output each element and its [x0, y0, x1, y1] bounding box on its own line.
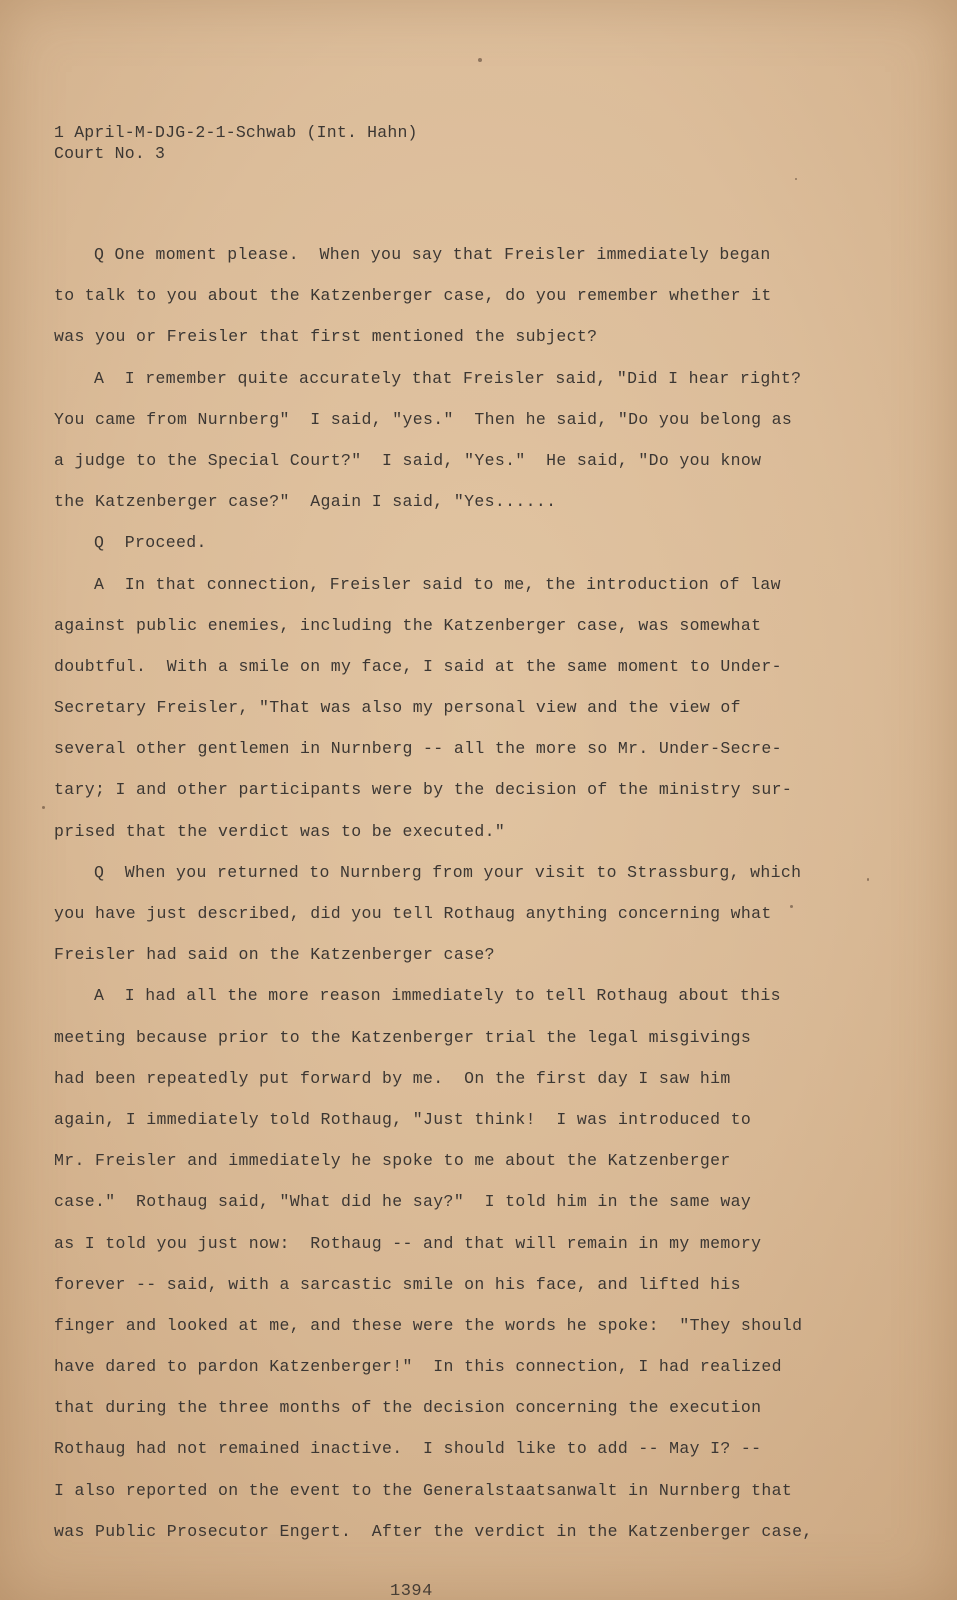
- transcript-line: doubtful. With a smile on my face, I said at the same moment to Under-: [54, 656, 782, 676]
- transcript-line: tary; I and other participants were by the decision of the ministry sur-: [54, 780, 793, 800]
- header-court-line: Court No. 3: [54, 144, 166, 163]
- transcript-line: A In that connection, Freisler said to me, the introduction of law: [94, 574, 781, 594]
- transcript-line: prised that the verdict was to be executed.": [54, 821, 506, 841]
- transcript-line: Rothaug had not remained inactive. I should like to add -- May I? --: [54, 1439, 762, 1459]
- transcript-line: you have just described, did you tell Rothaug anything concerning what: [54, 904, 772, 923]
- transcript-line: to talk to you about the Katzenberger case, do you remember whether it: [54, 286, 772, 306]
- transcript-line: was Public Prosecutor Engert. After the verdict in the Katzenberger case,: [54, 1521, 813, 1541]
- transcript-line: case." Rothaug said, "What did he say?" I told him in the same way: [54, 1192, 752, 1212]
- paper-speck: [795, 178, 797, 180]
- transcript-line: Q Proceed.: [94, 533, 207, 553]
- transcript-line: A I remember quite accurately that Freisler said, "Did I hear right?: [94, 368, 802, 388]
- transcript-line: again, I immediately told Rothaug, "Just think! I was introduced to: [54, 1109, 752, 1129]
- paper-speck: [42, 806, 45, 809]
- paper-speck: [790, 905, 793, 908]
- document-header: [54, 122, 418, 164]
- transcript-line: Mr. Freisler and immediately he spoke to me about the Katzenberger: [54, 1151, 731, 1171]
- transcript-line: against public enemies, including the Katzenberger case, was somewhat: [54, 615, 762, 635]
- transcript-line: Q One moment please. When you say that Freisler immediately began: [94, 245, 771, 264]
- transcript-line: the Katzenberger case?" Again I said, "Yes......: [54, 492, 557, 512]
- transcript-body: [54, 244, 814, 1562]
- transcript-line: was you or Freisler that first mentioned the subject?: [54, 327, 598, 347]
- transcript-line: A I had all the more reason immediately to tell Rothaug about this: [94, 986, 781, 1006]
- transcript-line: Secretary Freisler, "That was also my personal view and the view of: [54, 698, 741, 718]
- transcript-line: that during the three months of the decision concerning the execution: [54, 1398, 762, 1418]
- transcript-line: Freisler had said on the Katzenberger case?: [54, 945, 495, 965]
- transcript-line: finger and looked at me, and these were the words he spoke: "They should: [54, 1315, 803, 1335]
- transcript-line: several other gentlemen in Nurnberg -- all the more so Mr. Under-Secre-: [54, 739, 782, 759]
- transcript-line: meeting because prior to the Katzenberger trial the legal misgivings: [54, 1027, 752, 1047]
- transcript-line: Q When you returned to Nurnberg from your visit to Strassburg, which: [94, 862, 802, 882]
- paper-speck: [478, 58, 482, 62]
- transcript-line: forever -- said, with a sarcastic smile on his face, and lifted his: [54, 1274, 741, 1294]
- transcript-line: a judge to the Special Court?" I said, "Yes." He said, "Do you know: [54, 450, 762, 470]
- transcript-line: have dared to pardon Katzenberger!" In this connection, I had realized: [54, 1357, 782, 1377]
- page-number: 1394: [390, 1582, 433, 1600]
- transcript-line: You came from Nurnberg" I said, "yes." Then he said, "Do you belong as: [54, 409, 793, 429]
- header-session-line: 1 April-M-DJG-2-1-Schwab (Int. Hahn): [54, 123, 418, 142]
- transcript-line: as I told you just now: Rothaug -- and that will remain in my memory: [54, 1233, 762, 1253]
- paper-speck: [867, 878, 869, 881]
- transcript-line: I also reported on the event to the Generalstaatsanwalt in Nurnberg that: [54, 1480, 793, 1500]
- transcript-line: had been repeatedly put forward by me. On the first day I saw him: [54, 1068, 731, 1088]
